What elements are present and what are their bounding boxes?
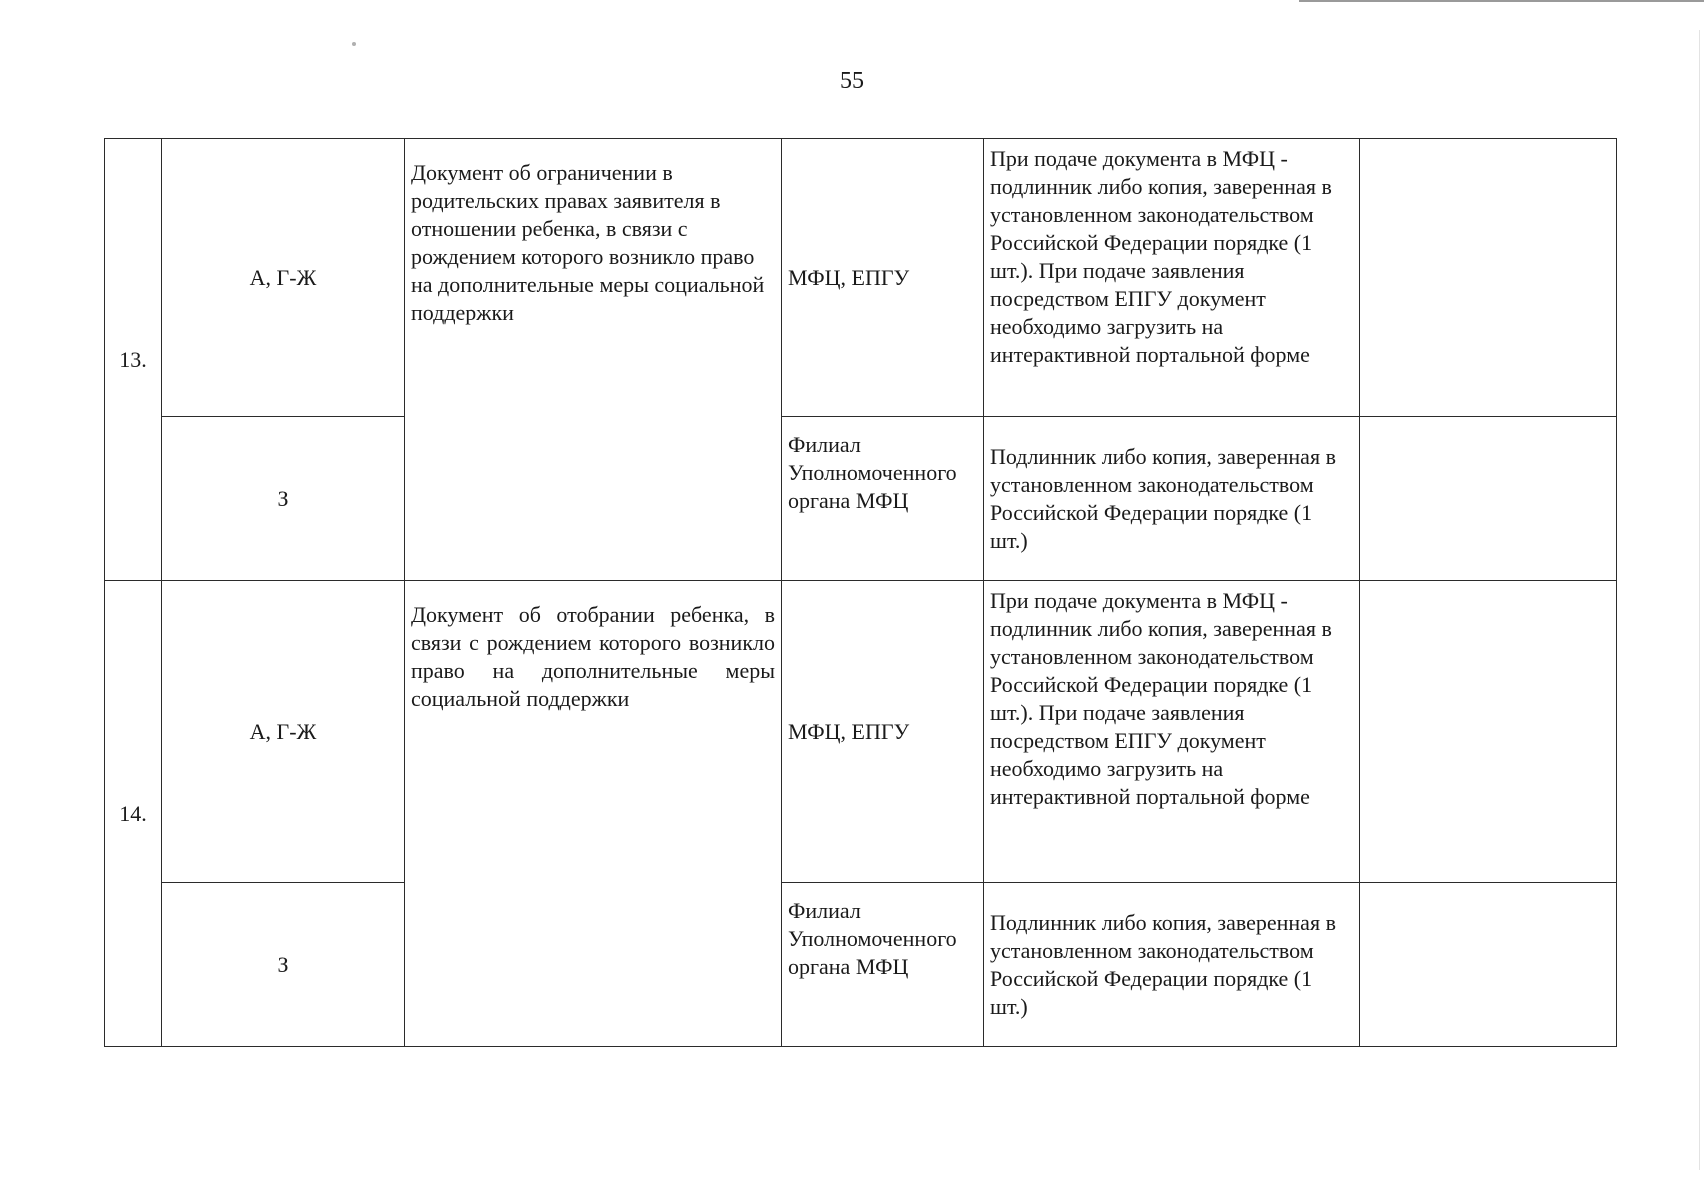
table-row (105, 417, 1617, 581)
empty-cell (1360, 139, 1617, 417)
empty-cell (1360, 417, 1617, 581)
submission-place: МФЦ, ЕПГУ (782, 581, 984, 883)
applicant-category: А, Г-Ж (162, 581, 405, 883)
submission-place: Филиал Уполномоченного органа МФЦ (782, 417, 984, 581)
document-requirement: При подаче документа в МФЦ - подлинник либо копия, заверенная в установленном законодательством Российской Федерации порядке (1 шт.). При подаче заявления посредством ЕПГУ документ необходимо загрузить на интерактивной портальной форме (984, 139, 1360, 417)
row-number: 13. (105, 139, 162, 581)
table-row (105, 581, 1617, 883)
applicant-category: З (162, 883, 405, 1047)
document-name: Документ об ограничении в родительских правах заявителя в отношении ребенка, в связи с рождением которого возникло право на дополнительные меры социальной поддержки (405, 139, 782, 581)
document-requirement: Подлинник либо копия, заверенная в установленном законодательством Российской Федерации порядке (1 шт.) (984, 417, 1360, 581)
scan-right-edge (1699, 30, 1700, 1170)
row-number: 14. (105, 581, 162, 1047)
empty-cell (1360, 883, 1617, 1047)
document-name: Документ об отобрании ребенка, в связи с рождением которого возникло право на дополнительные меры социальной поддержки (405, 581, 782, 1047)
scan-edge-line (1299, 0, 1704, 2)
documents-table (104, 138, 1617, 1047)
page-number: 55 (840, 68, 864, 94)
submission-place: МФЦ, ЕПГУ (782, 139, 984, 417)
applicant-category: А, Г-Ж (162, 139, 405, 417)
document-requirement: Подлинник либо копия, заверенная в установленном законодательством Российской Федерации порядке (1 шт.) (984, 883, 1360, 1047)
applicant-category: З (162, 417, 405, 581)
submission-place: Филиал Уполномоченного органа МФЦ (782, 883, 984, 1047)
table-row (105, 139, 1617, 417)
table-row (105, 883, 1617, 1047)
scan-speck (352, 42, 356, 46)
document-requirement: При подаче документа в МФЦ - подлинник либо копия, заверенная в установленном законодательством Российской Федерации порядке (1 шт.). При подаче заявления посредством ЕПГУ документ необходимо загрузить на интерактивной портальной форме (984, 581, 1360, 883)
empty-cell (1360, 581, 1617, 883)
